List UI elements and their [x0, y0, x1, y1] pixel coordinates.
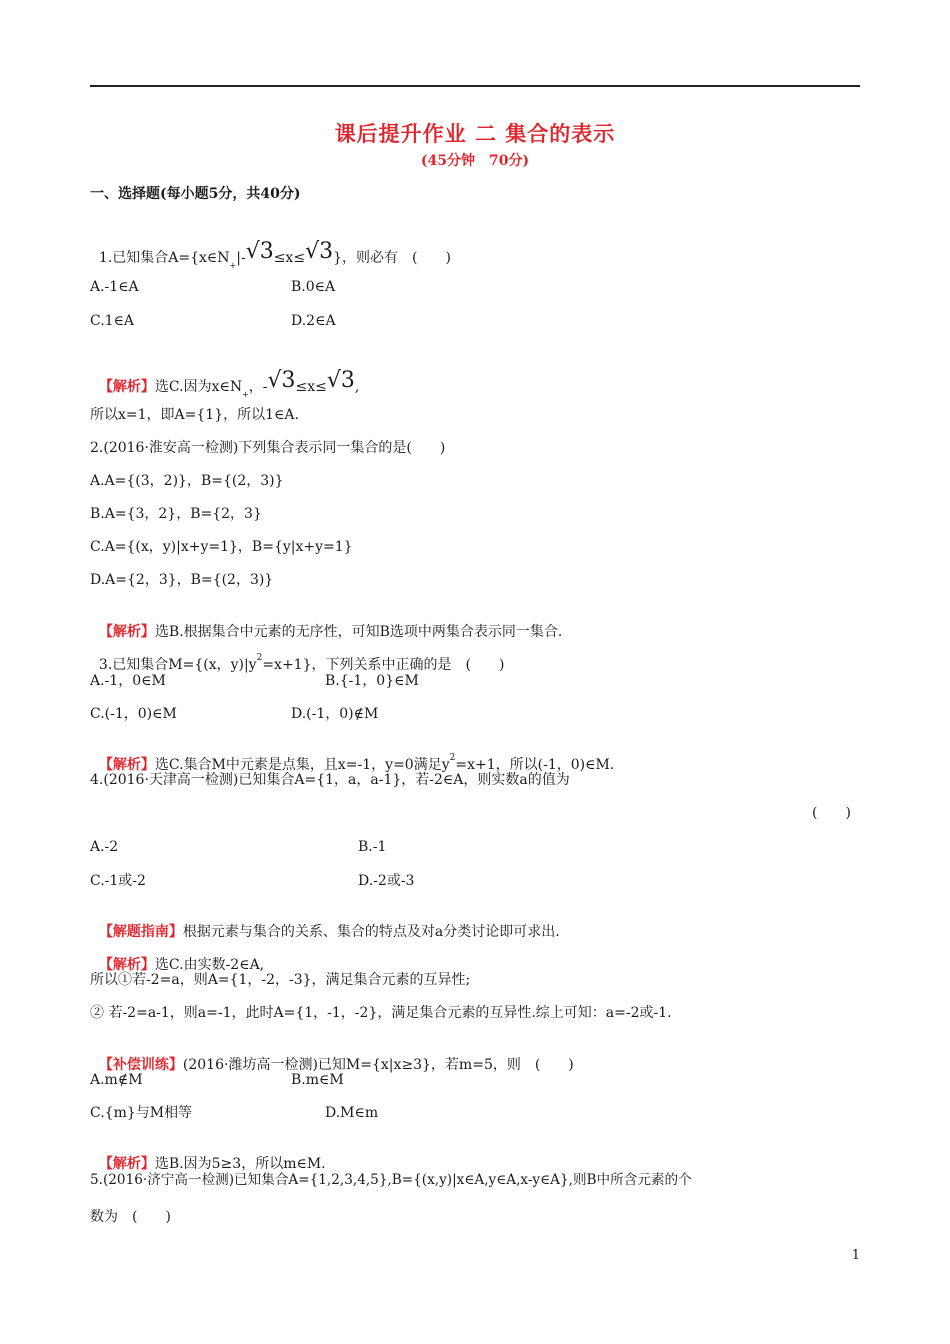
section-heading: 一、选择题(每小题5分，共40分): [90, 186, 301, 202]
q2-option-d: D.A={2，3}，B={(2，3)}: [90, 572, 274, 588]
q1-option-b: B.0∈A: [291, 279, 336, 295]
supplementary-stem: 【补偿训练】(2016·潍坊高一检测)已知M={x|x≥3}，若m=5，则 ( ): [98, 1057, 574, 1073]
q4-answer-paren: ( ): [812, 805, 851, 821]
bc-option-a: A.m∉M: [90, 1072, 143, 1088]
question-1-stem: 1.已知集合$A=\{x\in N_+|-√3\le x\le√3\}$，则必有 ( ): [98, 239, 451, 270]
q1-analysis: 【解析】选C.因为$x\in N_+$，-√3≤x≤√3,: [98, 368, 360, 399]
q2-option-a: A.A={(3，2)}，B={(2，3)}: [90, 473, 284, 489]
q4-option-a: A.-2: [90, 839, 119, 855]
question-3-stem: 3.已知集合M={(x，$y)|y^2=x+1$}，下列关系中正确的是 ( ): [98, 653, 505, 673]
q4-option-d: D.-2或-3: [358, 873, 415, 889]
q2-option-c: C.A={(x，y)|x+y=1}，B={y|x+y=1}: [90, 539, 353, 555]
q3-option-c: C.(-1，0)∈M: [90, 706, 177, 722]
page-subtitle: (45分钟 70分): [420, 153, 530, 169]
q4-analysis-case1: 所以①若-2=a，则A={1，-2，-3}，满足集合元素的互异性;: [90, 972, 471, 988]
bc-option-c: C.{m}与M相等: [90, 1105, 193, 1121]
page-number: 1: [851, 1248, 860, 1263]
question-5-stem: 5.(2016·济宁高一检测)已知集合A={1,2,3,4,5},B={(x,y)|x∈A,y∈A,x-y∈A},则B中所含元素的个: [90, 1172, 692, 1188]
question-4-stem: 4.(2016·天津高一检测)已知集合A={1，a，a-1}，若-2∈A，则实数a的值为: [90, 772, 570, 788]
bc-option-d: D.M∈m: [325, 1105, 379, 1121]
q4-analysis: 【解析】选C.由实数-2∈A,: [98, 957, 265, 973]
q4-option-b: B.-1: [358, 839, 387, 855]
q1-option-c: C.1∈A: [90, 313, 135, 329]
page-title: 课后提升作业 二 集合的表示: [334, 121, 616, 146]
q3-option-b: B.{-1，0}∈M: [325, 673, 419, 689]
q1-option-a: A.-1∈A: [90, 279, 139, 295]
question-2-stem: 2.(2016·淮安高一检测)下列集合表示同一集合的是( ): [90, 440, 446, 456]
q2-analysis: 【解析】选B.根据集合中元素的无序性，可知B选项中两集合表示同一集合.: [98, 624, 563, 640]
q4-analysis-case2: ② 若-2=a-1，则a=-1，此时A={1，-1，-2}，满足集合元素的互异性.综上可知：a=-2或-1.: [90, 1005, 672, 1021]
q4-option-c: C.-1或-2: [90, 873, 146, 889]
q1-analysis-cont: 所以x=1，即A={1}，所以1∈A.: [90, 407, 299, 423]
bc-option-b: B.m∈M: [291, 1072, 344, 1088]
q3-option-a: A.-1，0∈M: [90, 673, 166, 689]
q1-option-d: D.2∈A: [291, 313, 336, 329]
q4-guide: 【解题指南】根据元素与集合的关系、集合的特点及对a分类讨论即可求出.: [98, 924, 560, 940]
header-rule: [90, 85, 860, 87]
bc-analysis: 【解析】选B.因为5≥3，所以m∈M.: [98, 1156, 326, 1172]
question-5-stem-cont: 数为 ( ): [90, 1209, 171, 1225]
q3-analysis: 【解析】选C.集合M中元素是点集，且x=-1，y=0满足$y^2=x+1$，所以(-1，0)∈M.: [98, 753, 615, 773]
q3-option-d: D.(-1，0)∉M: [291, 706, 379, 722]
q2-option-b: B.A={3，2}，B={2，3}: [90, 506, 262, 522]
